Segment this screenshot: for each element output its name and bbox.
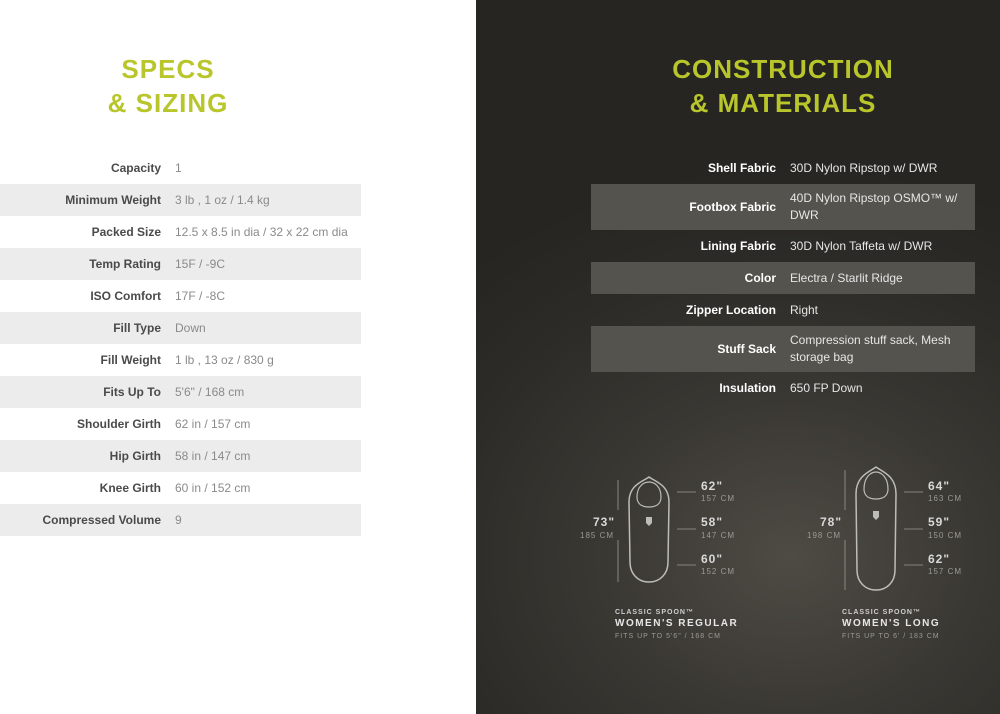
spec-value: 62 in / 157 cm xyxy=(175,417,251,431)
construction-row xyxy=(591,326,975,372)
construction-row xyxy=(591,372,975,404)
long-knee-inches: 62" xyxy=(928,552,951,566)
construction-label: Insulation xyxy=(719,381,776,395)
construction-row xyxy=(591,152,975,184)
spec-label: ISO Comfort xyxy=(90,289,161,303)
spec-row xyxy=(0,440,361,472)
spec-row xyxy=(0,376,361,408)
long-caption-fit: FITS UP TO 6' / 183 CM xyxy=(842,633,940,640)
spec-row xyxy=(0,408,361,440)
sleeping-bag-long-icon xyxy=(799,462,999,597)
regular-knee-cm: 152 CM xyxy=(701,567,736,576)
long-hip-inches: 59" xyxy=(928,515,951,529)
spec-value: 60 in / 152 cm xyxy=(175,481,251,495)
construction-value: 30D Nylon Taffeta w/ DWR xyxy=(790,238,933,253)
specs-panel xyxy=(0,0,476,714)
regular-caption-size: WOMEN'S REGULAR xyxy=(615,618,739,629)
spec-value: 3 lb , 1 oz / 1.4 kg xyxy=(175,193,270,207)
spec-value: 5'6" / 168 cm xyxy=(175,385,245,399)
long-caption-size: WOMEN'S LONG xyxy=(842,618,941,629)
spec-value: 1 xyxy=(175,161,182,175)
spec-label: Temp Rating xyxy=(89,257,161,271)
spec-label: Hip Girth xyxy=(109,449,161,463)
spec-label: Knee Girth xyxy=(99,481,161,495)
regular-shoulder-inches: 62" xyxy=(701,479,724,493)
specs-title-line1: SPECS xyxy=(121,54,215,84)
spec-row xyxy=(0,504,361,536)
long-hip-cm: 150 CM xyxy=(928,531,963,540)
spec-label: Fill Weight xyxy=(100,353,161,367)
spec-value: 12.5 x 8.5 in dia / 32 x 22 cm dia xyxy=(175,225,348,239)
spec-value: 58 in / 147 cm xyxy=(175,449,251,463)
spec-value: 15F / -9C xyxy=(175,257,226,271)
construction-table xyxy=(591,152,975,404)
spec-label: Capacity xyxy=(110,161,161,175)
spec-label: Fill Type xyxy=(113,321,161,335)
long-shoulder-cm: 163 CM xyxy=(928,494,963,503)
spec-label: Minimum Weight xyxy=(65,193,161,207)
spec-label: Fits Up To xyxy=(103,385,161,399)
regular-length-cm: 185 CM xyxy=(580,531,615,540)
regular-length-inches: 73" xyxy=(593,515,616,529)
specs-title-line2: & SIZING xyxy=(107,88,229,118)
long-knee-cm: 157 CM xyxy=(928,567,963,576)
specs-table xyxy=(0,152,361,536)
spec-value: 17F / -8C xyxy=(175,289,226,303)
construction-label: Footbox Fabric xyxy=(689,200,776,214)
long-length-inches: 78" xyxy=(820,515,843,529)
regular-hip-cm: 147 CM xyxy=(701,531,736,540)
sleeping-bag-regular-icon xyxy=(572,462,772,597)
spec-row xyxy=(0,312,361,344)
spec-value: 9 xyxy=(175,513,182,527)
construction-value: Compression stuff sack, Mesh storage bag xyxy=(790,333,951,364)
construction-panel xyxy=(476,0,1000,714)
construction-label: Color xyxy=(744,271,776,285)
long-caption-product: CLASSIC SPOON™ xyxy=(842,609,921,616)
construction-title-line2: & MATERIALS xyxy=(689,88,877,118)
construction-label: Stuff Sack xyxy=(717,342,776,356)
long-length-cm: 198 CM xyxy=(807,531,842,540)
spec-label: Shoulder Girth xyxy=(77,417,161,431)
construction-label: Zipper Location xyxy=(686,303,776,317)
construction-row xyxy=(591,230,975,262)
construction-value: Right xyxy=(790,302,819,317)
long-shoulder-inches: 64" xyxy=(928,479,951,493)
construction-row xyxy=(591,184,975,230)
construction-label: Lining Fabric xyxy=(700,239,776,253)
construction-row xyxy=(591,294,975,326)
spec-label: Packed Size xyxy=(91,225,161,239)
construction-label: Shell Fabric xyxy=(707,161,776,175)
spec-value: Down xyxy=(175,321,206,335)
diagram-womens-regular xyxy=(572,462,772,652)
regular-caption-product: CLASSIC SPOON™ xyxy=(615,609,694,616)
spec-row xyxy=(0,248,361,280)
construction-title-line1: CONSTRUCTION xyxy=(672,54,894,84)
spec-row xyxy=(0,184,361,216)
regular-caption-fit: FITS UP TO 5'6" / 168 CM xyxy=(615,633,722,640)
construction-value: 40D Nylon Ripstop OSMO™ w/ DWR xyxy=(790,191,958,222)
spec-row xyxy=(0,472,361,504)
spec-row xyxy=(0,152,361,184)
construction-value: 30D Nylon Ripstop w/ DWR xyxy=(790,160,938,175)
construction-title xyxy=(476,52,1000,120)
specs-title xyxy=(0,52,336,120)
regular-hip-inches: 58" xyxy=(701,515,724,529)
construction-value: 650 FP Down xyxy=(790,380,863,395)
spec-row xyxy=(0,216,361,248)
spec-row xyxy=(0,344,361,376)
spec-value: 1 lb , 13 oz / 830 g xyxy=(175,353,274,367)
regular-knee-inches: 60" xyxy=(701,552,724,566)
spec-row xyxy=(0,280,361,312)
construction-value: Electra / Starlit Ridge xyxy=(790,270,903,285)
spec-label: Compressed Volume xyxy=(42,513,161,527)
construction-row xyxy=(591,262,975,294)
diagram-womens-long xyxy=(799,462,999,652)
regular-shoulder-cm: 157 CM xyxy=(701,494,736,503)
